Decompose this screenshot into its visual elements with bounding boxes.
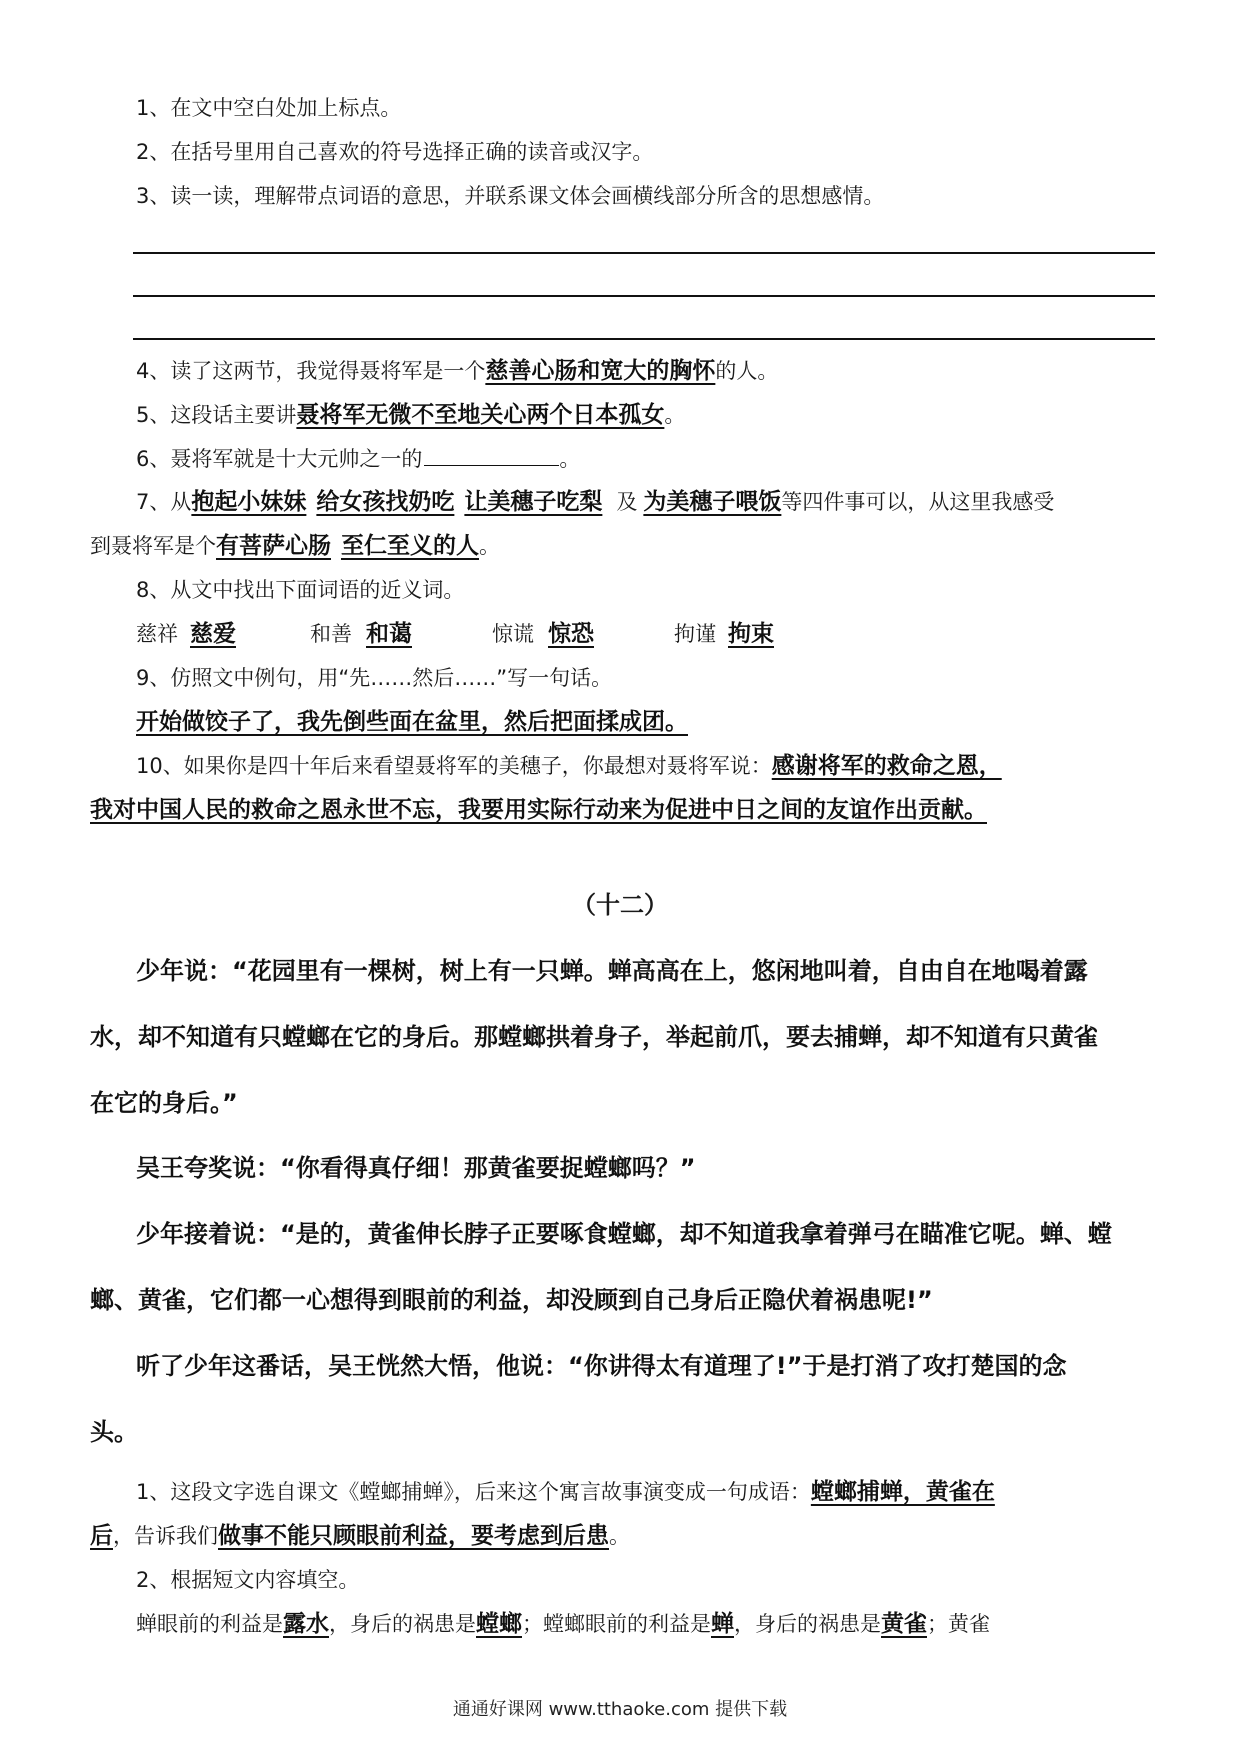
question-7-line-1 xyxy=(136,487,1054,517)
q7-answer-3: 让美穗子吃梨 xyxy=(464,489,603,515)
q8-synonym-row xyxy=(136,619,786,649)
s2-text-3: ；螳螂眼前的利益是 xyxy=(522,1612,711,1636)
question-10-line-1 xyxy=(136,751,1002,781)
q7-answer-1: 抱起小妹妹 xyxy=(191,489,307,515)
section-question-1-line-2 xyxy=(90,1521,630,1551)
q5-answer: 聂将军无微不至地关心两个日本孤女 xyxy=(296,402,665,428)
question-6 xyxy=(136,444,580,474)
passage-p2: 吴王夸奖说：“你看得真仔细！那黄雀要捉螳螂吗？” xyxy=(136,1154,696,1182)
passage-p1-line-3: 在它的身后。” xyxy=(90,1089,238,1117)
q7-mid: 及 xyxy=(616,490,638,514)
q4-suffix: 的人。 xyxy=(715,359,779,383)
question-8: 8、从文中找出下面词语的近义词。 xyxy=(136,578,465,602)
q8-answer-1: 慈爱 xyxy=(190,621,236,647)
q4-answer: 慈善心肠和宽大的胸怀 xyxy=(485,358,716,384)
q7-answer-2: 给女孩找奶吃 xyxy=(316,489,455,515)
q8-word-1: 慈祥 xyxy=(136,622,178,646)
answer-line-1 xyxy=(133,252,1155,254)
s1-answer-2: 做事不能只顾眼前利益，要考虑到后患 xyxy=(218,1523,609,1549)
s2-text-5: ；黄雀 xyxy=(927,1612,990,1636)
q5-suffix: 。 xyxy=(664,403,686,427)
q9-answer-line xyxy=(136,707,688,737)
question-5 xyxy=(136,400,685,430)
question-4 xyxy=(136,356,778,386)
s2-answer-4: 黄雀 xyxy=(881,1611,927,1637)
q7-answer-6: 至仁至义的人 xyxy=(341,533,479,559)
q7-prefix: 7、从 xyxy=(136,490,192,514)
q8-answer-2: 和蔼 xyxy=(366,621,412,647)
q6-prefix: 6、聂将军就是十大元帅之一的 xyxy=(136,447,423,471)
passage-p4-line-2: 头。 xyxy=(90,1418,138,1446)
answer-line-3 xyxy=(133,338,1155,340)
s1-mid: ，告诉我们 xyxy=(113,1524,218,1548)
q8-word-3: 惊谎 xyxy=(492,622,534,646)
section-question-1-line-1 xyxy=(136,1477,995,1507)
s1-suffix: 。 xyxy=(609,1524,630,1548)
question-7-line-2 xyxy=(90,531,500,561)
q10-answer-1: 感谢将军的救命之恩， xyxy=(771,753,1002,779)
s2-text-1: 蝉眼前的利益是 xyxy=(136,1612,283,1636)
passage-p3-line-2: 螂、黄雀，它们都一心想得到眼前的利益，却没顾到自己身后正隐伏着祸患呢!” xyxy=(90,1286,933,1314)
q8-word-2: 和善 xyxy=(310,622,352,646)
q8-answer-4: 拘束 xyxy=(728,621,774,647)
answer-line-2 xyxy=(133,295,1155,297)
s1-answer-1: 螳螂捕蝉，黄雀在 xyxy=(810,1479,995,1505)
section-question-2-fill xyxy=(136,1609,990,1639)
question-9: 9、仿照文中例句，用“先……然后……”写一句话。 xyxy=(136,666,613,690)
page-footer: 通通好课网 www.tthaoke.com 提供下载 xyxy=(452,1699,788,1720)
section-question-2: 2、根据短文内容填空。 xyxy=(136,1568,360,1592)
q9-answer: 开始做饺子了，我先倒些面在盆里，然后把面揉成团。 xyxy=(136,709,688,735)
passage-p1-line-1: 少年说：“花园里有一棵树，树上有一只蝉。蝉高高在上，悠闲地叫着，自由自在地喝着露 xyxy=(136,957,1088,985)
q4-prefix: 4、读了这两节，我觉得聂将军是一个 xyxy=(136,359,486,383)
s1-prefix: 1、这段文字选自课文《螳螂捕蝉》，后来这个寓言故事演变成一句成语： xyxy=(136,1480,811,1504)
question-10-line-2 xyxy=(90,795,987,825)
s2-answer-1: 露水 xyxy=(283,1611,329,1637)
question-2: 2、在括号里用自己喜欢的符号选择正确的读音或汉字。 xyxy=(136,140,654,164)
s2-text-2: ，身后的祸患是 xyxy=(329,1612,476,1636)
s2-text-4: ，身后的祸患是 xyxy=(734,1612,881,1636)
question-3: 3、读一读，理解带点词语的意思，并联系课文体会画横线部分所含的思想感情。 xyxy=(136,184,885,208)
q7-answer-4: 为美穗子喂饭 xyxy=(643,489,782,515)
s2-answer-3: 蝉 xyxy=(711,1611,734,1637)
q10-answer-2: 我对中国人民的救命之恩永世不忘，我要用实际行动来为促进中日之间的友谊作出贡献。 xyxy=(90,797,987,823)
q8-answer-3: 惊恐 xyxy=(548,621,594,647)
s1-answer-1-end: 后 xyxy=(90,1523,113,1549)
q8-word-4: 拘谨 xyxy=(674,622,716,646)
passage-p4-line-1: 听了少年这番话，吴王恍然大悟，他说：“你讲得太有道理了!”于是打消了攻打楚国的念 xyxy=(136,1352,1067,1380)
q10-prefix: 10、如果你是四十年后来看望聂将军的美穗子，你最想对聂将军说： xyxy=(136,754,772,778)
s2-answer-2: 螳螂 xyxy=(476,1611,522,1637)
passage-p3-line-1: 少年接着说：“是的，黄雀伸长脖子正要啄食螳螂，却不知道我拿着弹弓在瞄准它呢。蝉、螳 xyxy=(136,1220,1112,1248)
q6-blank xyxy=(424,445,559,466)
passage-p1-line-2: 水，却不知道有只螳螂在它的身后。那螳螂拱着身子，举起前爪，要去捕蝉，却不知道有只黄雀 xyxy=(90,1023,1098,1051)
section-heading: （十二） xyxy=(572,891,668,919)
q6-suffix: 。 xyxy=(559,447,581,471)
q5-prefix: 5、这段话主要讲 xyxy=(136,403,297,427)
q7-answer-5: 有菩萨心肠 xyxy=(216,533,331,559)
q7-prefix-2: 到聂将军是个 xyxy=(90,534,216,558)
question-1: 1、在文中空白处加上标点。 xyxy=(136,96,402,120)
q7-tail: 等四件事可以，从这里我感受 xyxy=(781,490,1055,514)
q7-suffix-2: 。 xyxy=(479,534,500,558)
